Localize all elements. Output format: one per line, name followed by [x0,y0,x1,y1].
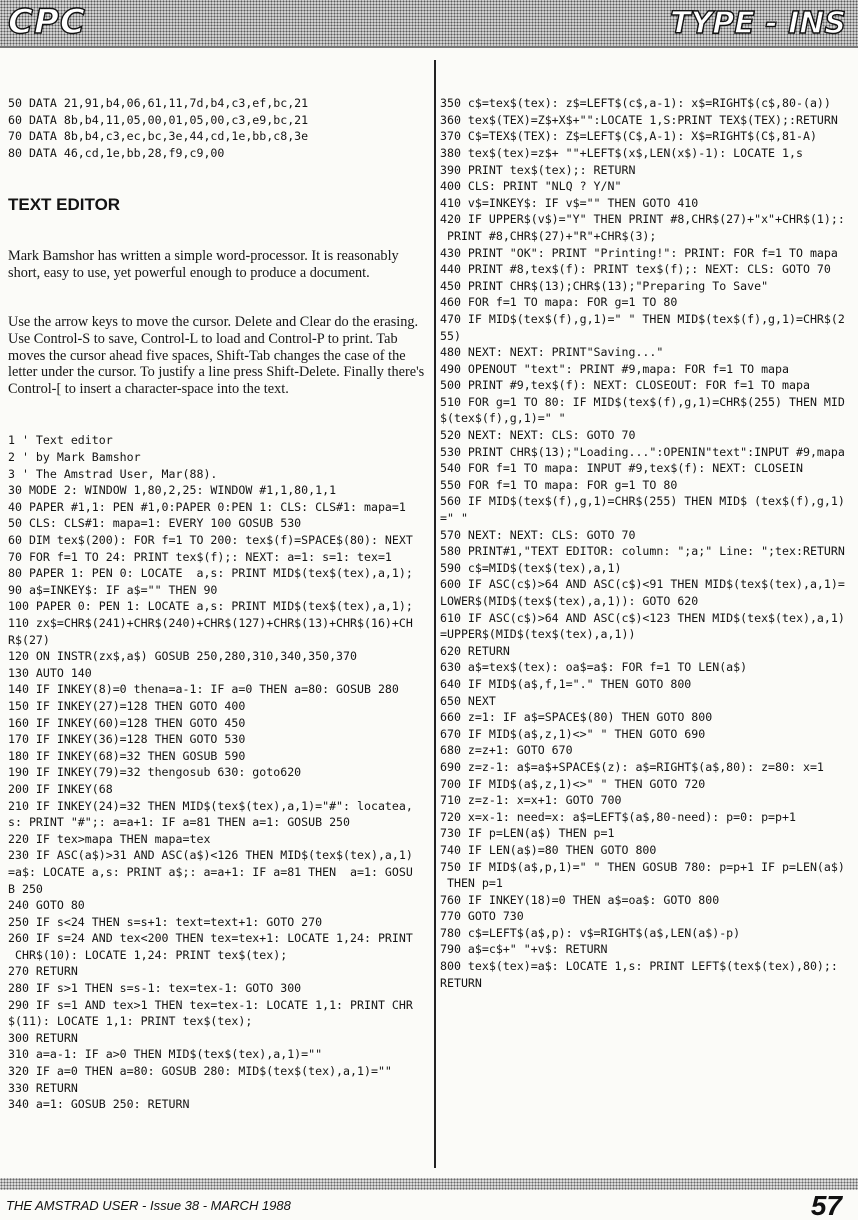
code-line: 120 ON INSTR(zx$,a$) GOSUB 250,280,310,340,350,370 [8,649,358,664]
code-line: 780 c$=LEFT$(a$,p): v$=RIGHT$(a$,LEN(a$)-p) [440,925,741,940]
code-line: THEN p=1 [440,876,503,891]
code-line: 110 zx$=CHR$(241)+CHR$(240)+CHR$(127)+CHR$(13)+CHR$(16)+CH [8,616,413,630]
code-line: 600 IF ASC(c$)>64 AND ASC(c$)<91 THEN MID$(tex$(tex),a,1)= [440,577,845,592]
code-line: 460 FOR f=1 TO mapa: FOR g=1 TO 80 [440,295,678,310]
code-line: 55) [440,328,461,343]
code-line: 620 RETURN [440,643,510,658]
code-line: 70 FOR f=1 TO 24: PRINT tex$(f);: NEXT: a=1: s=1: tex=1 [8,549,392,564]
page-footer [0,1178,858,1220]
code-line: 210 IF INKEY(24)=32 THEN MID$(tex$(tex),a,1)="#": locatea, [8,798,413,813]
code-line: 790 a$=c$+" "+v$: RETURN [440,942,608,957]
code-line: 510 FOR g=1 TO 80: IF MID$(tex$(f),g,1)=CHR$(255) THEN MID [440,394,845,409]
page-number: 57 [810,1190,842,1221]
code-line: $(11): LOCATE 1,1: PRINT tex$(tex); [8,1014,253,1029]
code-line: 300 RETURN [8,1030,78,1045]
code-line: 440 PRINT #8,tex$(f): PRINT tex$(f);: NEXT: CLS: GOTO 70 [440,262,831,277]
footer-band [0,1178,858,1190]
code-line: 500 PRINT #9,tex$(f): NEXT: CLOSEOUT: FOR f=1 TO mapa [440,378,810,393]
code-line: 430 PRINT "OK": PRINT "Printing!": PRINT: FOR f=1 TO mapa [440,245,838,260]
code-line: 420 IF UPPER$(v$)="Y" THEN PRINT #8,CHR$(27)+"x"+CHR$(1);: [440,212,845,227]
code-line: 560 IF MID$(tex$(f),g,1)=CHR$(255) THEN MID$ (tex$(f),g,1) [440,494,845,509]
left-column [8,62,432,1146]
code-line: =a$: LOCATE a,s: PRINT a$;: a=a+1: IF a=81 THEN a=1: GOSU [8,864,413,879]
code-line: 140 IF INKEY(8)=0 thena=a-1: IF a=0 THEN a=80: GOSUB 280 [8,682,399,697]
code-line: $(tex$(f),g,1)=" " [440,411,566,426]
code-line: 70 DATA 8b,b4,c3,ec,bc,3e,44,cd,1e,bb,c8,3e [8,129,309,144]
code-line: 360 tex$(TEX)=Z$+X$+"":LOCATE 1,S:PRINT TEX$(TEX);:RETURN [440,112,838,127]
code-line: 540 FOR f=1 TO mapa: INPUT #9,tex$(f): NEXT: CLOSEIN [440,461,803,476]
code-line: 390 PRINT tex$(tex);: RETURN [440,162,636,177]
code-line: 240 GOTO 80 [8,898,85,913]
code-line: 480 NEXT: NEXT: PRINT"Saving..." [440,345,664,360]
code-line: 660 z=1: IF a$=SPACE$(80) THEN GOTO 800 [440,710,713,725]
code-line: R$(27) [8,632,50,647]
footer-issue: THE AMSTRAD USER - Issue 38 - MARCH 1988 [6,1198,291,1213]
code-line: 60 DATA 8b,b4,11,05,00,01,05,00,c3,e9,bc,21 [8,112,309,127]
code-line: 650 NEXT [440,693,496,708]
code-line: 260 IF s=24 AND tex<200 THEN tex=tex+1: LOCATE 1,24: PRINT [8,931,413,946]
column-divider [434,60,436,1168]
section-label: CPC [8,2,86,42]
code-line: 410 v$=INKEY$: IF v$="" THEN GOTO 410 [440,195,699,210]
code-line: 610 IF ASC(c$)>64 AND ASC(c$)<123 THEN MID$(tex$(tex),a,1) [440,610,845,625]
code-line: 80 PAPER 1: PEN 0: LOCATE a,s: PRINT MID$(tex$(tex),a,1); [8,566,413,581]
code-line: 310 a=a-1: IF a>0 THEN MID$(tex$(tex),a,1)="" [8,1047,323,1062]
code-line: 3 ' The Amstrad User, Mar(88). [8,466,218,481]
code-line: PRINT #8,CHR$(27)+"R"+CHR$(3); [440,228,657,243]
code-line: 320 IF a=0 THEN a=80: GOSUB 280: MID$(tex$(tex),a,1)="" [8,1064,392,1079]
code-line: 150 IF INKEY(27)=128 THEN GOTO 400 [8,698,246,713]
code-line: 690 z=z-1: a$=a$+SPACE$(z): a$=RIGHT$(a$,80): z=80: x=1 [440,759,824,774]
code-line: CHR$(10): LOCATE 1,24: PRINT tex$(tex); [8,947,288,962]
code-line: 50 DATA 21,91,b4,06,61,11,7d,b4,c3,ef,bc,21 [8,96,309,111]
code-line: 530 PRINT CHR$(13);"Loading...":OPENIN"text":INPUT #9,mapa [440,444,845,459]
code-line: 60 DIM tex$(200): FOR f=1 TO 200: tex$(f)=SPACE$(80): NEXT [8,533,413,548]
code-line: 760 IF INKEY(18)=0 THEN a$=oa$: GOTO 800 [440,892,720,907]
code-line: 700 IF MID$(a$,z,1)<>" " THEN GOTO 720 [440,776,706,791]
code-line: 370 C$=TEX$(TEX): Z$=LEFT$(C$,A-1): X$=RIGHT$(C$,81-A) [440,129,817,144]
code-line: 490 OPENOUT "text": PRINT #9,mapa: FOR f=1 TO mapa [440,361,790,376]
code-line: 250 IF s<24 THEN s=s+1: text=text+1: GOTO 270 [8,914,323,929]
code-line: 350 c$=tex$(tex): z$=LEFT$(c$,a-1): x$=RIGHT$(c$,80-(a)) [440,96,831,111]
code-line: 270 RETURN [8,964,78,979]
code-line: 720 x=x-1: need=x: a$=LEFT$(a$,80-need): p=0: p=p+1 [440,809,796,824]
code-line: 750 IF MID$(a$,p,1)=" " THEN GOSUB 780: p=p+1 IF p=LEN(a$) [440,859,845,874]
code-line: =" " [440,511,468,526]
code-line: 100 PAPER 0: PEN 1: LOCATE a,s: PRINT MID$(tex$(tex),a,1); [8,599,413,614]
code-line: 380 tex$(tex)=z$+ ""+LEFT$(x$,LEN(x$)-1): LOCATE 1,s [440,145,803,160]
code-line: 2 ' by Mark Bamshor [8,450,141,465]
code-line: 570 NEXT: NEXT: CLS: GOTO 70 [440,527,636,542]
code-line: 170 IF INKEY(36)=128 THEN GOTO 530 [8,732,246,747]
code-line: 550 FOR f=1 TO mapa: FOR g=1 TO 80 [440,477,678,492]
code-line: 190 IF INKEY(79)=32 thengosub 630: goto620 [8,765,302,780]
code-line: 470 IF MID$(tex$(f),g,1)=" " THEN MID$(tex$(f),g,1)=CHR$(2 [440,311,845,326]
code-line: 80 DATA 46,cd,1e,bb,28,f9,c9,00 [8,145,225,160]
code-line: =UPPER$(MID$(tex$(tex),a,1)) [440,627,636,642]
code-line: 220 IF tex>mapa THEN mapa=tex [8,831,211,846]
code-line: 630 a$=tex$(tex): oa$=a$: FOR f=1 TO LEN(a$) [440,660,748,675]
code-line: 180 IF INKEY(68)=32 THEN GOSUB 590 [8,748,246,763]
code-line: 520 NEXT: NEXT: CLS: GOTO 70 [440,428,636,443]
code-line: 400 CLS: PRINT "NLQ ? Y/N" [440,179,622,194]
code-line: 730 IF p=LEN(a$) THEN p=1 [440,826,615,841]
code-line: 450 PRINT CHR$(13);CHR$(13);"Preparing To Save" [440,278,769,293]
article-instructions: Use the arrow keys to move the cursor. Delete and Clear do the erasing. Use Control-S to save, Control-L to load and Control-P to print. Tab moves the cursor ahead five spaces, Shift-Tab changes the case of the letter under the cursor. To justify a line press Shift-Delete. Finally there's Control-[ to insert a character-space into the text. [8,314,425,397]
code-line: 50 CLS: CLS#1: mapa=1: EVERY 100 GOSUB 530 [8,516,302,531]
code-line: 290 IF s=1 AND tex>1 THEN tex=tex-1: LOCATE 1,1: PRINT CHR [8,997,413,1012]
code-line: B 250 [8,881,43,896]
article-heading: TEXT EDITOR [8,194,121,214]
code-line: 590 c$=MID$(tex$(tex),a,1) [440,560,622,575]
code-line: 1 ' Text editor [8,433,113,448]
code-line: 670 IF MID$(a$,z,1)<>" " THEN GOTO 690 [440,726,706,741]
code-line: 770 GOTO 730 [440,909,524,924]
code-line: 30 MODE 2: WINDOW 1,80,2,25: WINDOW #1,1,80,1,1 [8,483,337,498]
right-code-listing [440,95,854,991]
code-line: 640 IF MID$(a$,f,1="." THEN GOTO 800 [440,676,692,691]
page-header-band [0,0,858,48]
code-line: 130 AUTO 140 [8,665,92,680]
code-line: LOWER$(MID$(tex$(tex),a,1)): GOTO 620 [440,594,699,608]
code-line: 280 IF s>1 THEN s=s-1: tex=tex-1: GOTO 300 [8,981,302,996]
article-intro: Mark Bamshor has written a simple word-processor. It is reasonably short, easy to use, yet powerful enough to produce a document. [8,247,399,281]
code-line: s: PRINT "#";: a=a+1: IF a=81 THEN a=1: GOSUB 250 [8,815,351,830]
code-line: 230 IF ASC(a$)>31 AND ASC(a$)<126 THEN MID$(tex$(tex),a,1) [8,848,413,863]
code-line: 740 IF LEN(a$)=80 THEN GOTO 800 [440,842,657,857]
data-listing [8,95,432,161]
code-line: 680 z=z+1: GOTO 670 [440,743,573,758]
code-line: 200 IF INKEY(68 [8,781,113,796]
code-line: 330 RETURN [8,1080,78,1095]
column-title: TYPE - INS [670,6,846,41]
code-line: 800 tex$(tex)=a$: LOCATE 1,s: PRINT LEFT$(tex$(tex),80);: [440,959,838,974]
right-column [440,62,854,1024]
code-line: RETURN [440,975,482,990]
code-line: 710 z=z-1: x=x+1: GOTO 700 [440,793,622,808]
code-line: 340 a=1: GOSUB 250: RETURN [8,1097,190,1112]
left-code-listing [8,432,432,1112]
code-line: 90 a$=INKEY$: IF a$="" THEN 90 [8,582,218,597]
code-line: 160 IF INKEY(60)=128 THEN GOTO 450 [8,715,246,730]
code-line: 580 PRINT#1,"TEXT EDITOR: column: ";a;" Line: ";tex:RETURN [440,544,845,559]
code-line: 40 PAPER #1,1: PEN #1,0:PAPER 0:PEN 1: CLS: CLS#1: mapa=1 [8,499,406,514]
